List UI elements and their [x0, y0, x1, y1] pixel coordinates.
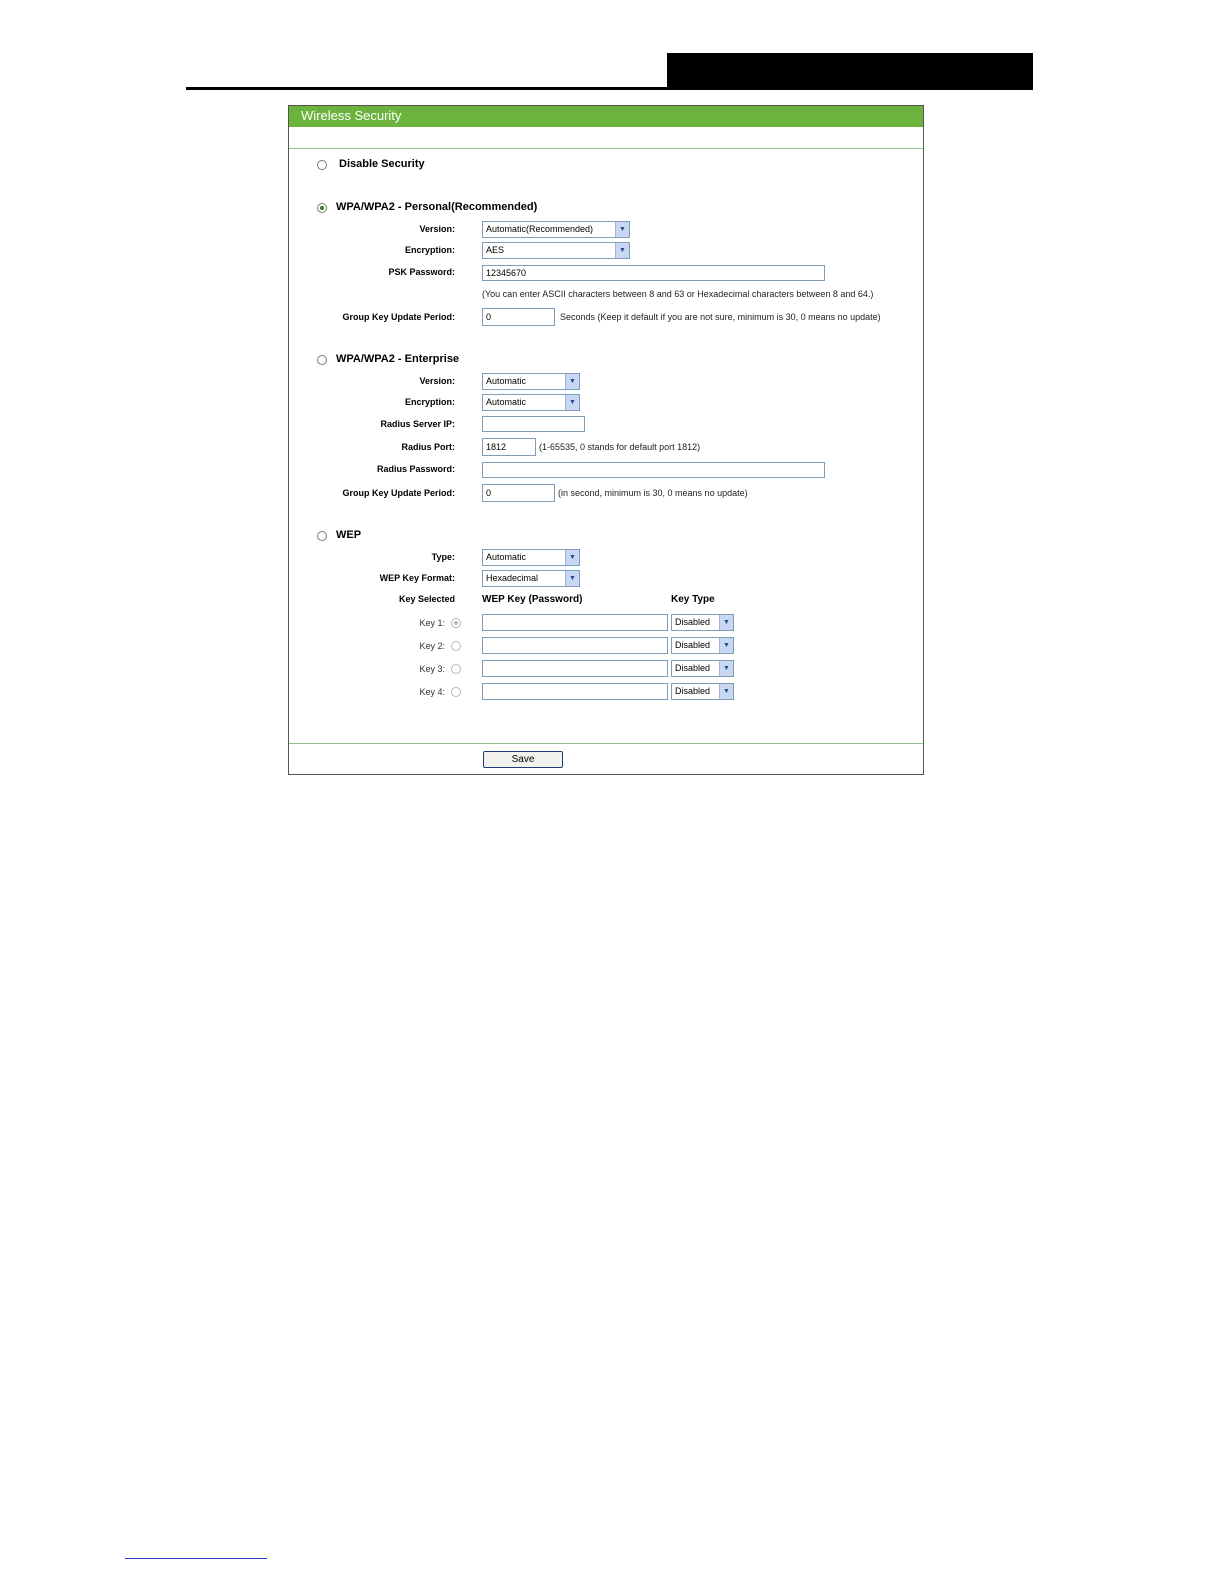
enterprise-version-select[interactable]	[482, 373, 580, 390]
wep-radio[interactable]	[317, 531, 327, 541]
wep-format-value: Hexadecimal	[486, 573, 539, 583]
chevron-down-icon: ▼	[615, 222, 629, 237]
key-type-header: Key Type	[671, 594, 715, 605]
personal-encryption-value: AES	[486, 245, 505, 255]
header-rule	[186, 87, 1033, 90]
wep-type-select[interactable]	[482, 549, 580, 566]
personal-gkup-label: Group Key Update Period:	[342, 312, 455, 322]
chevron-down-icon: ▼	[565, 395, 579, 410]
wep-format-select[interactable]	[482, 570, 580, 587]
chevron-down-icon: ▼	[719, 684, 733, 699]
bottom-separator	[289, 743, 923, 744]
key-1-label: Key 1:	[419, 618, 445, 628]
personal-encryption-label: Encryption:	[404, 245, 455, 255]
wpa-enterprise-radio[interactable]	[317, 355, 327, 365]
footer-rule	[125, 1558, 267, 1559]
top-separator	[289, 148, 923, 149]
key-1-radio[interactable]	[451, 618, 461, 628]
disable-security-radio[interactable]	[317, 160, 327, 170]
wep-type-value: Automatic	[486, 552, 527, 562]
personal-gkup-hint: Seconds (Keep it default if you are not sure, minimum is 30, 0 means no update)	[560, 312, 881, 322]
key-3-label: Key 3:	[419, 664, 445, 674]
radius-port-label: Radius Port:	[401, 442, 455, 452]
radius-ip-input[interactable]	[482, 416, 585, 432]
key-2-radio[interactable]	[451, 641, 461, 651]
key-2-type-value: Disabled	[675, 640, 711, 650]
psk-password-input[interactable]: 12345670	[482, 265, 825, 281]
chevron-down-icon: ▼	[565, 571, 579, 586]
enterprise-gkup-label: Group Key Update Period:	[342, 488, 455, 498]
wep-key-header: WEP Key (Password)	[482, 594, 583, 605]
wpa-personal-radio[interactable]	[317, 203, 327, 213]
disable-security-label: Disable Security	[339, 158, 425, 170]
enterprise-version-value: Automatic	[486, 376, 527, 386]
enterprise-encryption-label: Encryption:	[404, 397, 455, 407]
psk-password-label: PSK Password:	[388, 267, 455, 277]
psk-password-hint: (You can enter ASCII characters between 8 and 63 or Hexadecimal characters between 8 and 64.)	[482, 289, 874, 299]
personal-gkup-input[interactable]: 0	[482, 308, 555, 326]
save-button[interactable]: Save	[483, 751, 563, 768]
key-2-input[interactable]	[482, 637, 668, 654]
personal-version-value: Automatic(Recommended)	[486, 224, 594, 234]
title-bar	[289, 106, 923, 127]
enterprise-encryption-value: Automatic	[486, 397, 527, 407]
key-4-type-value: Disabled	[675, 686, 711, 696]
wep-label: WEP	[336, 529, 362, 541]
wireless-security-panel	[288, 105, 924, 775]
personal-version-label: Version:	[419, 224, 455, 234]
key-3-input[interactable]	[482, 660, 668, 677]
radius-ip-label: Radius Server IP:	[380, 419, 455, 429]
key-2-label: Key 2:	[419, 641, 445, 651]
wep-format-label: WEP Key Format:	[379, 573, 455, 583]
key-4-input[interactable]	[482, 683, 668, 700]
key-3-type-select[interactable]	[671, 660, 734, 677]
radius-password-label: Radius Password:	[376, 464, 455, 474]
chevron-down-icon: ▼	[615, 243, 629, 258]
radius-password-input[interactable]	[482, 462, 825, 478]
enterprise-gkup-hint: (in second, minimum is 30, 0 means no update)	[558, 488, 748, 498]
key-3-radio[interactable]	[451, 664, 461, 674]
wpa-personal-label: WPA/WPA2 - Personal(Recommended)	[336, 201, 538, 213]
key-selected-header: Key Selected	[398, 594, 455, 604]
wep-type-label: Type:	[431, 552, 455, 562]
radius-port-input[interactable]: 1812	[482, 438, 536, 456]
radius-port-hint: (1-65535, 0 stands for default port 1812)	[539, 442, 701, 452]
key-4-type-select[interactable]	[671, 683, 734, 700]
enterprise-gkup-input[interactable]: 0	[482, 484, 555, 502]
wpa-enterprise-label: WPA/WPA2 - Enterprise	[336, 353, 460, 365]
key-1-type-value: Disabled	[675, 617, 711, 627]
personal-encryption-select[interactable]	[482, 242, 630, 259]
chevron-down-icon: ▼	[565, 374, 579, 389]
key-4-label: Key 4:	[419, 687, 445, 697]
chevron-down-icon: ▼	[719, 638, 733, 653]
key-4-radio[interactable]	[451, 687, 461, 697]
key-2-type-select[interactable]	[671, 637, 734, 654]
key-3-type-value: Disabled	[675, 663, 711, 673]
chevron-down-icon: ▼	[719, 615, 733, 630]
chevron-down-icon: ▼	[719, 661, 733, 676]
page-title: Wireless Security	[301, 108, 402, 123]
personal-version-select[interactable]	[482, 221, 630, 238]
key-1-input[interactable]	[482, 614, 668, 631]
enterprise-encryption-select[interactable]	[482, 394, 580, 411]
chevron-down-icon: ▼	[565, 550, 579, 565]
enterprise-version-label: Version:	[419, 376, 455, 386]
key-1-type-select[interactable]	[671, 614, 734, 631]
header-block	[667, 53, 1033, 90]
